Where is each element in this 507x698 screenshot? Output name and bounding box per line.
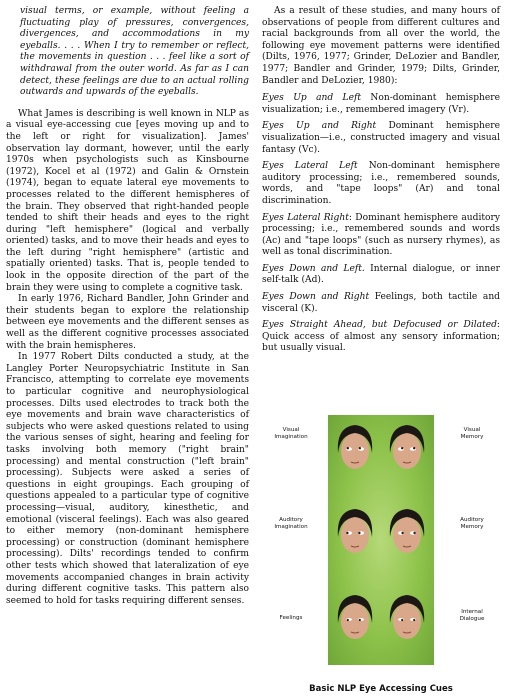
pattern-term: Eyes Down and Right xyxy=(262,292,370,303)
left-column xyxy=(6,6,249,607)
pattern-desc: Non-dominant hemisphere auditory processing; i.e., remembered sounds, words, and "tape loops" (Ar) and tonal discrimination. xyxy=(262,161,500,206)
pattern-item xyxy=(262,320,500,355)
pattern-item xyxy=(262,213,500,259)
body-paragraph: What James is describing is well known in NLP as a visual eye-accessing cue [eyes moving up and to the left or right for visualization]. James' observation lay dormant, however, until the early 1970s when psychologists such as Kinsbourne (1972), Kocel et al (1972) and Galin & Ornstein (1974), began to equate lateral eye movements to processes related to the different hemispheres of the brain. They observed that right-handed people tended to shift their heads and eyes to the right during "left hemisphere" (logical and verbally oriented) tasks, and to move their heads and eyes to the left during "right hemisphere" (artistic and spatially oriented) tasks. That is, people tended to look in the opposite direction of the part of the brain they were using to complete a cognitive task. xyxy=(6,108,249,293)
pattern-item xyxy=(262,93,500,116)
figure-caption: Basic NLP Eye Accessing Cues xyxy=(309,684,453,694)
eye-accessing-figure xyxy=(262,413,500,675)
body-paragraph: In early 1976, Richard Bandler, John Grinder and their students began to explore the relationship between eye movements and the different senses as well as the different cognitive processes associated with the brain hemispheres. xyxy=(6,294,249,351)
label-auditory-memory: Auditory Memory xyxy=(460,517,484,530)
face-lateral-right xyxy=(384,503,430,561)
face-lateral-left xyxy=(332,503,378,561)
block-quote: visual terms, or example, without feeling a fluctuating play of pressures, convergences, divergences, and accommodations in my eyeballs. . . . When I try to remember or reflect, the movements in question . . . feel like a sort of withdrawal from the outer world. As far as I can detect, these feelings are due to an actual rolling outwards and upwards of the eyeballs. xyxy=(20,6,249,98)
pattern-desc: Feelings, both tactile and visceral (K). xyxy=(262,292,500,314)
pattern-desc: . Internal dialogue, or inner self-talk (Ad). xyxy=(262,263,500,286)
pattern-item xyxy=(262,121,500,156)
pattern-desc: Dominant hemisphere visualization—i.e., constructed imagery and visual fantasy (Vc). xyxy=(262,121,501,155)
pattern-term: Eyes Lateral Left xyxy=(262,161,358,172)
face-down-right xyxy=(384,589,430,647)
pattern-item xyxy=(262,292,500,315)
intro-paragraph: As a result of these studies, and many hours of observations of people from different cultures and racial backgrounds from all over the world, the following eye movement patterns were identified (Dilts, 1976, 1977; Grinder, DeLozier and Bandler, 1977; Bandler and Grinder, 1979; Dilts, Grinder, Bandler and DeLozier, 1980): xyxy=(262,6,500,86)
pattern-desc: : Dominant hemisphere auditory processing; i.e., remembered sounds and words (Ac) and "tape loops" (such as nursery rhymes), as well as tonal discrimination. xyxy=(262,212,501,258)
pattern-item xyxy=(262,264,500,287)
right-column xyxy=(262,6,500,360)
pattern-term: Eyes Up and Left xyxy=(262,93,362,104)
pattern-term: Eyes Lateral Right xyxy=(262,212,349,223)
pattern-item xyxy=(262,161,500,207)
label-internal-dialogue: Internal Dialogue xyxy=(459,609,485,622)
label-auditory-imagination: Auditory Imagination xyxy=(274,517,308,530)
label-visual-imagination: Visual Imagination xyxy=(274,427,308,440)
label-visual-memory: Visual Memory xyxy=(460,427,484,440)
pattern-desc: : Quick access of almost any sensory information; but usually visual. xyxy=(262,320,500,354)
face-up-right xyxy=(384,419,430,477)
pattern-term: Eyes Straight Ahead, but Defocused or Dilated xyxy=(262,320,497,331)
pattern-term: Eyes Down and Left xyxy=(262,263,362,274)
face-up-left xyxy=(332,419,378,477)
pattern-term: Eyes Up and Right xyxy=(262,121,377,132)
label-feelings: Feelings xyxy=(279,615,303,621)
body-paragraph: In 1977 Robert Dilts conducted a study, at the Langley Porter Neuropsychiatric Institute in San Francisco, attempting to correlate eye movements to particular cognitive and neurophysiological processes. Dilts used electrodes to track both the eye movements and brain wave characteristics of subjects who were asked questions related to using the various senses of sight, hearing and feeling for tasks involving both memory ("right brain" processing) and mental construction ("left brain" processing). Subjects were asked a series of questions in eight groupings. Each grouping of questions appealed to a particular type of cognitive processing—visual, auditory, kinesthetic, and emotional (visceral feelings). Each was also geared to either memory (non-dominant hemisphere processing) or construction (dominant hemisphere processing). Dilts' recordings tended to confirm other tests which showed that lateralization of eye movements accompanied changes in brain activity during different cognitive tasks. This pattern also seemed to hold for tasks requiring different senses. xyxy=(6,352,249,606)
pattern-desc: Non-dominant hemisphere visualization; i.e., remembered imagery (Vr). xyxy=(262,93,500,115)
face-down-left xyxy=(332,589,378,647)
